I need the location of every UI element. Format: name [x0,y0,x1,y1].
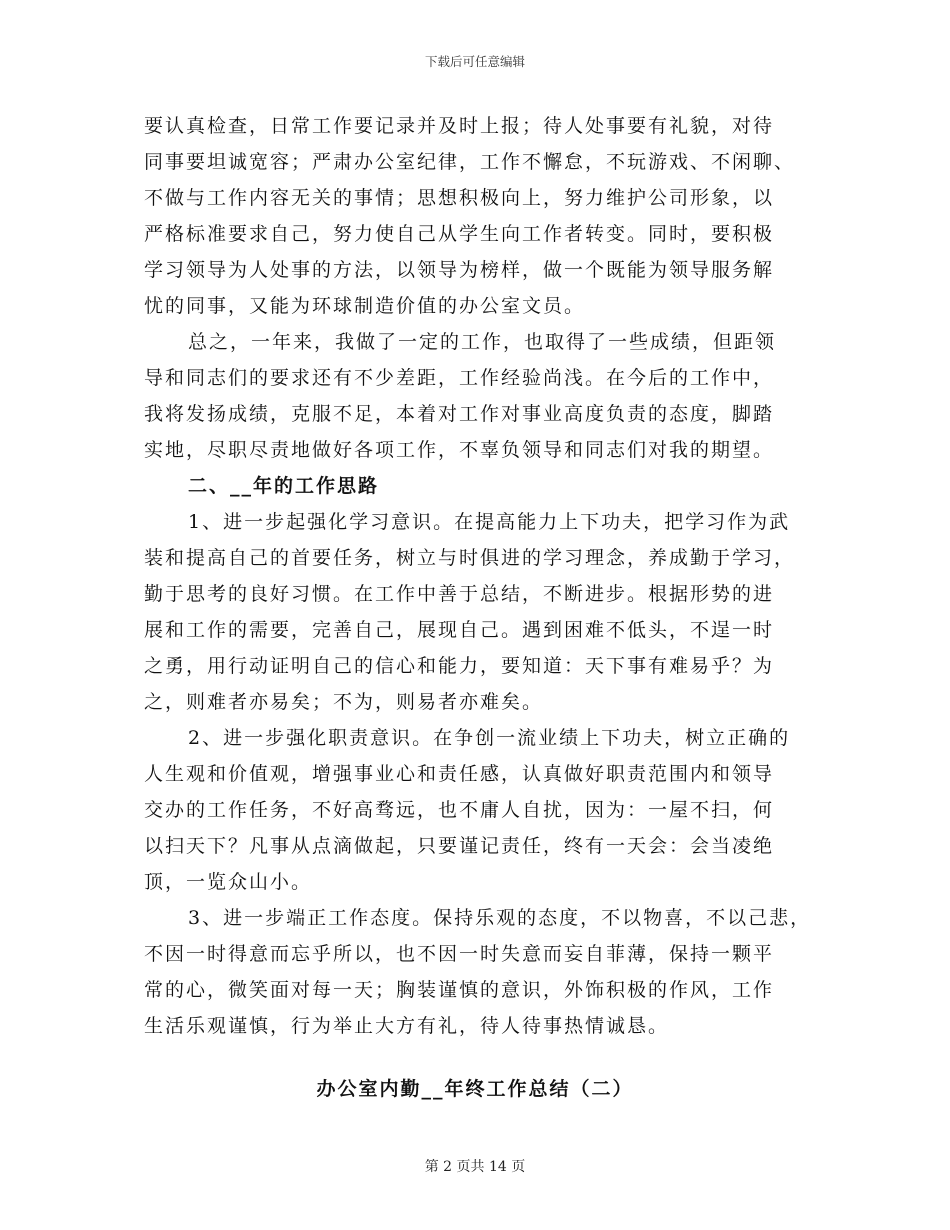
paragraph [144,504,820,720]
text-line: 总之，一年来，我做了一定的工作，也取得了一些成绩，但距领 [188,331,777,353]
text-line: 生活乐观谨慎，行为举止大方有礼，待人待事热情诚恳。 [144,1015,670,1037]
text-line: 常的心，微笑面对每一天；胸装谨慎的意识，外饰积极的作风，工作 [144,979,775,1001]
text-line: 装和提高自己的首要任务，树立与时俱进的学习理念，养成勤于学习， [144,547,796,569]
text-line: 人生观和价值观，增强事业心和责任感，认真做好职责范围内和领导 [144,763,775,785]
text-line: 顶，一览众山小。 [144,871,313,893]
text-line: 同事要坦诚宽容；严肃办公室纪律，工作不懈怠，不玩游戏、不闲聊、 [144,151,796,173]
text-line: 2、进一步强化职责意识。在争创一流业绩上下功夫，树立正确的 [188,727,791,749]
paragraph [144,324,820,468]
text-line: 不做与工作内容无关的事情；思想积极向上，努力维护公司形象，以 [144,187,775,209]
text-line: 展和工作的需要，完善自己，展现自己。遇到困难不低头，不逞一时 [144,619,775,641]
text-line: 勤于思考的良好习惯。在工作中善于总结，不断进步。根据形势的进 [144,583,775,605]
text-line: 我将发扬成绩，克服不足，本着对工作对事业高度负责的态度，脚踏 [144,403,775,425]
section-heading: 二、__年的工作思路 [188,475,380,497]
text-line: 以扫天下？凡事从点滴做起，只要谨记责任，终有一天会：会当凌绝 [144,835,775,857]
paragraph [144,720,820,900]
text-line: 严格标准要求自己，努力使自己从学生向工作者转变。同时，要积极 [144,223,775,245]
page-header-note: 下载后可任意编辑 [424,54,525,69]
text-line: 导和同志们的要求还有不少差距，工作经验尚浅。在今后的工作中， [144,367,775,389]
text-line: 学习领导为人处事的方法，以领导为榜样，做一个既能为领导服务解 [144,259,775,281]
page-number: 第 2 页共 14 页 [424,1159,526,1175]
text-line: 3、进一步端正工作态度。保持乐观的态度，不以物喜，不以己悲， [188,907,812,929]
text-line: 不因一时得意而忘乎所以，也不因一时失意而妄自菲薄，保持一颗平 [144,943,775,965]
document-body [144,108,820,1044]
text-line: 实地，尽职尽责地做好各项工作，不辜负领导和同志们对我的期望。 [144,439,775,461]
text-line: 交办的工作任务，不好高骛远，也不庸人自扰，因为：一屋不扫，何 [144,799,775,821]
text-line: 之，则难者亦易矣；不为，则易者亦难矣。 [144,691,544,713]
document-title: 办公室内勤__年终工作总结（二） [316,1078,634,1100]
paragraph [144,108,820,324]
text-line: 1、进一步起强化学习意识。在提高能力上下功夫，把学习作为武 [188,511,791,533]
text-line: 之勇，用行动证明自己的信心和能力，要知道：天下事有难易乎？为 [144,655,775,677]
text-line: 要认真检查，日常工作要记录并及时上报；待人处事要有礼貌，对待 [144,115,775,137]
paragraph [144,900,820,1044]
text-line: 忧的同事，又能为环球制造价值的办公室文员。 [144,295,586,317]
